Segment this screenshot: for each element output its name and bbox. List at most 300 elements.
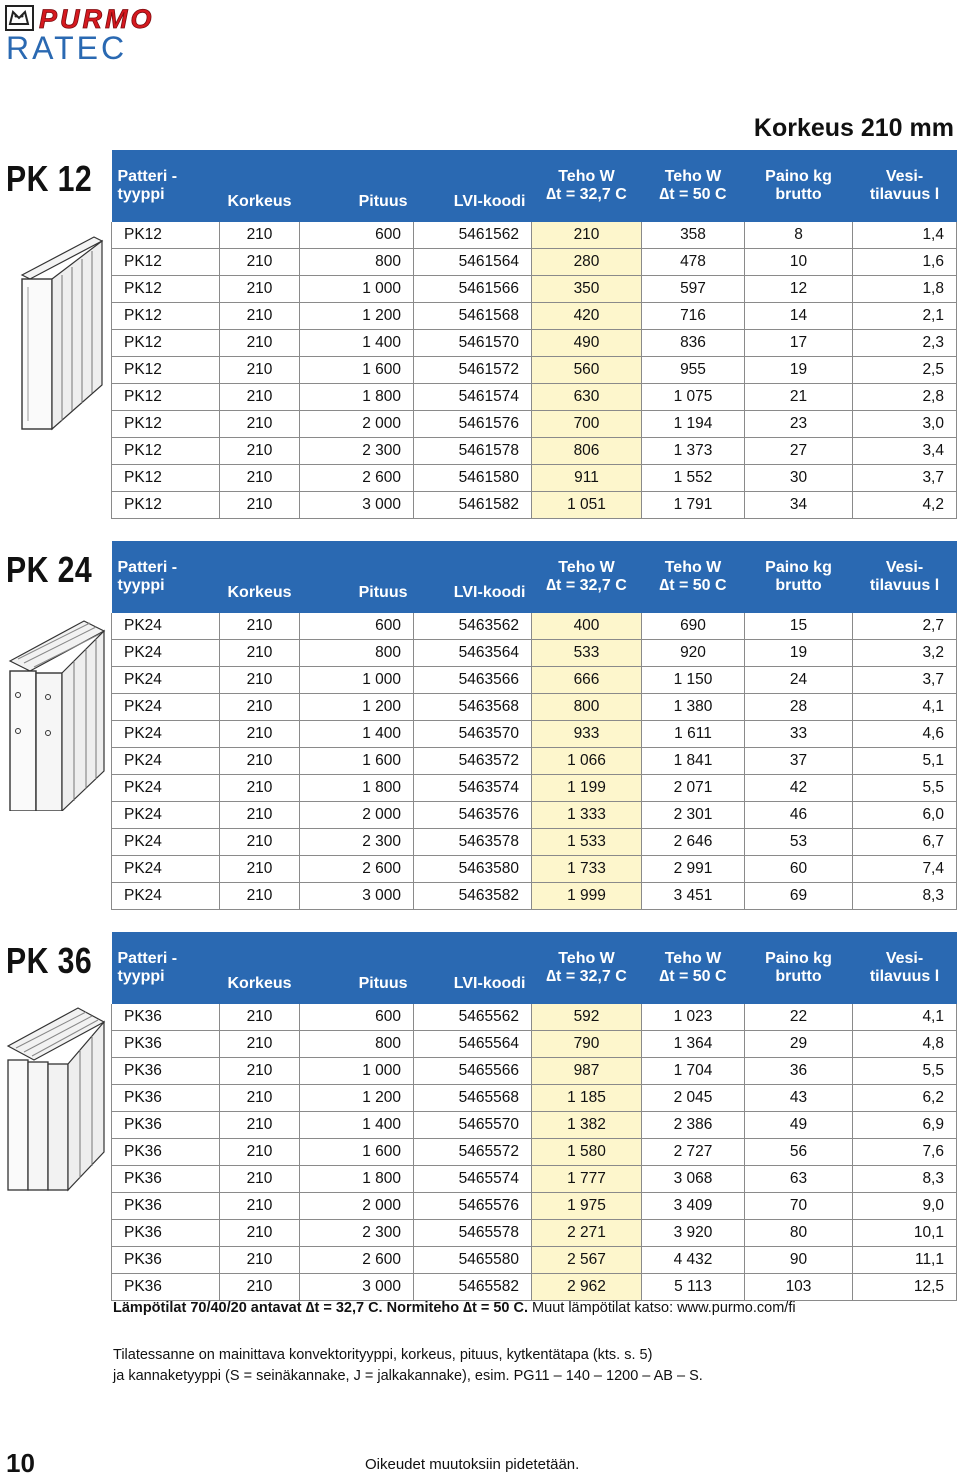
table-cell: 5463564	[414, 640, 532, 667]
table-row	[112, 748, 957, 775]
table-cell: 5465580	[414, 1247, 532, 1274]
table-cell: 28	[745, 694, 853, 721]
table-cell: 2 646	[642, 829, 745, 856]
table-row	[112, 613, 957, 640]
table-row	[112, 1085, 957, 1112]
table-cell: PK36	[112, 1193, 220, 1220]
table-cell: 29	[745, 1031, 853, 1058]
table-cell: 210	[220, 1193, 300, 1220]
table-cell: 210	[220, 384, 300, 411]
table-cell: 800	[300, 1031, 414, 1058]
table-cell: 920	[642, 640, 745, 667]
table-cell: 5463570	[414, 721, 532, 748]
table-cell: 36	[745, 1058, 853, 1085]
purmo-logo	[5, 3, 230, 33]
table-row	[112, 330, 957, 357]
logo-wordmark: PURMO	[39, 4, 155, 33]
table-row	[112, 883, 957, 910]
table-header-row: Patteri - tyyppi Korkeus Pituus LVI-koodi Teho W ∆t = 32,7 C Teho W ∆t = 50 C Paino kg brutto Vesi- tilavuus l	[112, 541, 957, 613]
table-row	[112, 1139, 957, 1166]
table-cell: 3,4	[853, 438, 957, 465]
table-cell: 210	[220, 303, 300, 330]
table-cell: 1 733	[532, 856, 642, 883]
table-row	[112, 1058, 957, 1085]
logo-emblem-icon	[6, 6, 33, 30]
table-cell: 63	[745, 1166, 853, 1193]
table-cell: 1 800	[300, 775, 414, 802]
table-cell: 14	[745, 303, 853, 330]
table-row	[112, 465, 957, 492]
table-cell: 1 075	[642, 384, 745, 411]
table-cell: 2 071	[642, 775, 745, 802]
table-row	[112, 694, 957, 721]
table-row	[112, 1112, 957, 1139]
table-row	[112, 1031, 957, 1058]
table-cell: PK12	[112, 276, 220, 303]
table-cell: 22	[745, 1004, 853, 1031]
table-cell: 1 800	[300, 1166, 414, 1193]
table-cell: 210	[220, 829, 300, 856]
table-cell: PK12	[112, 411, 220, 438]
table-cell: 2 271	[532, 1220, 642, 1247]
table-cell: 1 000	[300, 276, 414, 303]
table-row	[112, 829, 957, 856]
table-cell: 350	[532, 276, 642, 303]
table-cell: 210	[220, 249, 300, 276]
table-cell: 1 552	[642, 465, 745, 492]
table-row	[112, 1247, 957, 1274]
table-cell: 3 409	[642, 1193, 745, 1220]
table-cell: 3 000	[300, 1274, 414, 1301]
table-cell: 56	[745, 1139, 853, 1166]
table-cell: 1 150	[642, 667, 745, 694]
table-cell: PK12	[112, 330, 220, 357]
table-cell: 2 386	[642, 1112, 745, 1139]
table-cell: 210	[220, 775, 300, 802]
table-cell: 790	[532, 1031, 642, 1058]
table-cell: 210	[220, 1112, 300, 1139]
table-cell: 1 704	[642, 1058, 745, 1085]
table-cell: 19	[745, 640, 853, 667]
radiator-pk24-illustration	[4, 611, 108, 811]
table-cell: 5461576	[414, 411, 532, 438]
table-cell: PK24	[112, 883, 220, 910]
table-cell: 400	[532, 613, 642, 640]
table-cell: 800	[300, 640, 414, 667]
table-cell: 2 000	[300, 411, 414, 438]
page-heading: Korkeus 210 mm	[753, 114, 954, 142]
table-cell: 1 580	[532, 1139, 642, 1166]
table-cell: 33	[745, 721, 853, 748]
table-cell: 5465578	[414, 1220, 532, 1247]
section-label: PK 36	[6, 940, 93, 981]
table-cell: 2 300	[300, 438, 414, 465]
table-cell: 1 600	[300, 357, 414, 384]
table-cell: 3 451	[642, 883, 745, 910]
table-cell: 5463578	[414, 829, 532, 856]
table-cell: 5,5	[853, 1058, 957, 1085]
table-cell: 19	[745, 357, 853, 384]
table-row	[112, 222, 957, 249]
table-cell: 1 841	[642, 748, 745, 775]
table-cell: PK24	[112, 829, 220, 856]
table-cell: 1,8	[853, 276, 957, 303]
table-cell: PK36	[112, 1166, 220, 1193]
table-cell: 210	[220, 1085, 300, 1112]
order-note-line1: Tilatessanne on mainittava konvektorityyppi, korkeus, pituus, kytkentätapa (kts. s. 5)	[113, 1347, 653, 1363]
table-cell: PK24	[112, 856, 220, 883]
table-cell: 210	[220, 411, 300, 438]
table-cell: 1 600	[300, 1139, 414, 1166]
table-row	[112, 384, 957, 411]
table-cell: PK24	[112, 613, 220, 640]
table-cell: PK12	[112, 465, 220, 492]
table-cell: PK12	[112, 303, 220, 330]
table-cell: 1 600	[300, 748, 414, 775]
table-cell: 69	[745, 883, 853, 910]
table-cell: 27	[745, 438, 853, 465]
table-cell: 2 045	[642, 1085, 745, 1112]
table-cell: 1 199	[532, 775, 642, 802]
table-cell: 210	[220, 222, 300, 249]
table-cell: 7,6	[853, 1139, 957, 1166]
table-row	[112, 276, 957, 303]
table-row	[112, 438, 957, 465]
table-cell: 806	[532, 438, 642, 465]
table-cell: 5465576	[414, 1193, 532, 1220]
table-cell: 5463566	[414, 667, 532, 694]
table-cell: 21	[745, 384, 853, 411]
table-cell: 5463582	[414, 883, 532, 910]
table-cell: PK24	[112, 640, 220, 667]
table-cell: 210	[220, 883, 300, 910]
table-cell: 42	[745, 775, 853, 802]
table-cell: 210	[220, 438, 300, 465]
table-cell: 1 200	[300, 694, 414, 721]
table-cell: 800	[300, 249, 414, 276]
table-row	[112, 249, 957, 276]
table-cell: 210	[220, 276, 300, 303]
table-cell: 955	[642, 357, 745, 384]
table-row	[112, 775, 957, 802]
table-cell: 5465582	[414, 1274, 532, 1301]
table-cell: 11,1	[853, 1247, 957, 1274]
table-cell: 5 113	[642, 1274, 745, 1301]
table-cell: 210	[220, 1274, 300, 1301]
table-row	[112, 1166, 957, 1193]
table-cell: 2 000	[300, 1193, 414, 1220]
table-cell: 2,1	[853, 303, 957, 330]
table-cell: PK36	[112, 1247, 220, 1274]
table-cell: 5461568	[414, 303, 532, 330]
table-cell: 1 000	[300, 667, 414, 694]
table-cell: 210	[220, 1139, 300, 1166]
table-cell: 1 999	[532, 883, 642, 910]
table-cell: 210	[220, 640, 300, 667]
table-cell: PK12	[112, 222, 220, 249]
table-cell: 5461580	[414, 465, 532, 492]
table-cell: 1,4	[853, 222, 957, 249]
table-cell: 280	[532, 249, 642, 276]
table-row	[112, 303, 957, 330]
page-number: 10	[6, 1448, 35, 1478]
table-cell: 3,7	[853, 667, 957, 694]
table-cell: 70	[745, 1193, 853, 1220]
table-cell: PK36	[112, 1031, 220, 1058]
table-cell: 210	[220, 1220, 300, 1247]
table-cell: 5,5	[853, 775, 957, 802]
table-cell: 5461582	[414, 492, 532, 519]
table-row	[112, 1193, 957, 1220]
table-cell: 9,0	[853, 1193, 957, 1220]
table-cell: 3 000	[300, 492, 414, 519]
temperature-note: Lämpötilat 70/40/20 antavat ∆t = 32,7 C. Normiteho ∆t = 50 C. Muut lämpötilat katso: www.purmo.com/fi	[113, 1300, 796, 1316]
table-cell: 592	[532, 1004, 642, 1031]
table-cell: 1 051	[532, 492, 642, 519]
table-cell: 358	[642, 222, 745, 249]
table-cell: 5461578	[414, 438, 532, 465]
table-cell: 1 400	[300, 1112, 414, 1139]
table-cell: 60	[745, 856, 853, 883]
table-cell: 560	[532, 357, 642, 384]
table-cell: 210	[220, 721, 300, 748]
table-cell: 5463562	[414, 613, 532, 640]
table-cell: 210	[220, 1058, 300, 1085]
table-cell: 1 975	[532, 1193, 642, 1220]
table-cell: 1 382	[532, 1112, 642, 1139]
table-row	[112, 492, 957, 519]
spec-table-pk24	[111, 541, 957, 910]
table-row	[112, 411, 957, 438]
table-cell: 210	[220, 492, 300, 519]
table-cell: PK24	[112, 721, 220, 748]
table-cell: 210	[220, 856, 300, 883]
table-cell: 210	[220, 748, 300, 775]
table-cell: 2,3	[853, 330, 957, 357]
table-row	[112, 357, 957, 384]
table-cell: 210	[220, 1166, 300, 1193]
table-cell: 2 000	[300, 802, 414, 829]
table-cell: 4,6	[853, 721, 957, 748]
table-cell: 210	[220, 330, 300, 357]
table-cell: 210	[220, 465, 300, 492]
table-cell: 6,2	[853, 1085, 957, 1112]
table-cell: 17	[745, 330, 853, 357]
table-cell: 2 300	[300, 1220, 414, 1247]
table-cell: 15	[745, 613, 853, 640]
table-cell: 478	[642, 249, 745, 276]
table-cell: 10,1	[853, 1220, 957, 1247]
table-cell: PK12	[112, 384, 220, 411]
table-cell: 5463572	[414, 748, 532, 775]
table-cell: 3 920	[642, 1220, 745, 1247]
table-cell: PK24	[112, 667, 220, 694]
table-cell: 2,5	[853, 357, 957, 384]
table-cell: 533	[532, 640, 642, 667]
table-cell: 80	[745, 1220, 853, 1247]
table-cell: 716	[642, 303, 745, 330]
table-cell: PK24	[112, 694, 220, 721]
table-cell: 12,5	[853, 1274, 957, 1301]
table-cell: 210	[220, 357, 300, 384]
table-cell: 3,2	[853, 640, 957, 667]
table-cell: 690	[642, 613, 745, 640]
table-cell: 210	[220, 1031, 300, 1058]
table-cell: 4,1	[853, 694, 957, 721]
table-header-row: Patteri - tyyppi Korkeus Pituus LVI-koodi Teho W ∆t = 32,7 C Teho W ∆t = 50 C Paino kg brutto Vesi- tilavuus l	[112, 932, 957, 1004]
table-row	[112, 1004, 957, 1031]
table-cell: 8	[745, 222, 853, 249]
table-cell: 2,8	[853, 384, 957, 411]
table-cell: 210	[220, 613, 300, 640]
table-cell: 987	[532, 1058, 642, 1085]
table-cell: 5463574	[414, 775, 532, 802]
table-cell: 5461570	[414, 330, 532, 357]
table-cell: PK36	[112, 1058, 220, 1085]
table-cell: PK12	[112, 357, 220, 384]
table-row	[112, 1220, 957, 1247]
section-label: PK 12	[6, 158, 93, 199]
table-row	[112, 1274, 957, 1301]
table-cell: 46	[745, 802, 853, 829]
table-cell: 1 200	[300, 1085, 414, 1112]
table-cell: PK36	[112, 1139, 220, 1166]
table-cell: 666	[532, 667, 642, 694]
table-cell: 1 777	[532, 1166, 642, 1193]
table-cell: 5461574	[414, 384, 532, 411]
table-cell: 5463568	[414, 694, 532, 721]
table-cell: 34	[745, 492, 853, 519]
table-cell: 210	[220, 694, 300, 721]
table-cell: 5461562	[414, 222, 532, 249]
table-cell: 600	[300, 613, 414, 640]
table-row	[112, 856, 957, 883]
table-cell: 1,6	[853, 249, 957, 276]
spec-table-pk12	[111, 150, 957, 519]
table-cell: 5,1	[853, 748, 957, 775]
table-cell: 1 791	[642, 492, 745, 519]
table-cell: 490	[532, 330, 642, 357]
table-cell: 1 000	[300, 1058, 414, 1085]
table-cell: 103	[745, 1274, 853, 1301]
table-cell: 5465570	[414, 1112, 532, 1139]
spec-table-pk36	[111, 932, 957, 1301]
table-row	[112, 640, 957, 667]
table-cell: 5461564	[414, 249, 532, 276]
table-cell: PK24	[112, 775, 220, 802]
table-cell: 1 400	[300, 330, 414, 357]
section-label: PK 24	[6, 549, 93, 590]
table-cell: 1 194	[642, 411, 745, 438]
footer-disclaimer: Oikeudet muutoksiin pidetetään.	[365, 1456, 580, 1473]
table-cell: 210	[220, 802, 300, 829]
table-cell: 2 727	[642, 1139, 745, 1166]
table-cell: 2 567	[532, 1247, 642, 1274]
table-cell: 210	[220, 1004, 300, 1031]
table-cell: 6,7	[853, 829, 957, 856]
table-cell: 37	[745, 748, 853, 775]
table-cell: 2 301	[642, 802, 745, 829]
table-cell: 700	[532, 411, 642, 438]
table-cell: 5465572	[414, 1139, 532, 1166]
table-cell: 5461572	[414, 357, 532, 384]
table-cell: 5465566	[414, 1058, 532, 1085]
table-cell: PK12	[112, 438, 220, 465]
table-cell: 1 533	[532, 829, 642, 856]
table-cell: 90	[745, 1247, 853, 1274]
table-cell: PK36	[112, 1004, 220, 1031]
table-cell: 4,1	[853, 1004, 957, 1031]
table-cell: 6,0	[853, 802, 957, 829]
table-row	[112, 667, 957, 694]
table-cell: 420	[532, 303, 642, 330]
table-cell: 2 962	[532, 1274, 642, 1301]
table-cell: 3,0	[853, 411, 957, 438]
table-cell: 3 000	[300, 883, 414, 910]
table-cell: 2 300	[300, 829, 414, 856]
table-cell: 1 380	[642, 694, 745, 721]
table-cell: 911	[532, 465, 642, 492]
table-cell: 30	[745, 465, 853, 492]
table-cell: 49	[745, 1112, 853, 1139]
table-cell: 2,7	[853, 613, 957, 640]
order-note-line2: ja kannaketyyppi (S = seinäkannake, J = jalkakannake), esim. PG11 – 140 – 1200 – AB – S.	[113, 1368, 703, 1384]
table-cell: PK24	[112, 802, 220, 829]
table-cell: 2 600	[300, 856, 414, 883]
table-cell: 4 432	[642, 1247, 745, 1274]
table-cell: 1 333	[532, 802, 642, 829]
table-row	[112, 802, 957, 829]
table-cell: PK36	[112, 1274, 220, 1301]
table-cell: 933	[532, 721, 642, 748]
table-cell: 3,7	[853, 465, 957, 492]
table-cell: 8,3	[853, 1166, 957, 1193]
table-cell: 630	[532, 384, 642, 411]
table-cell: 1 373	[642, 438, 745, 465]
table-header-row: Patteri - tyyppi Korkeus Pituus LVI-koodi Teho W ∆t = 32,7 C Teho W ∆t = 50 C Paino kg brutto Vesi- tilavuus l	[112, 150, 957, 222]
table-cell: 5461566	[414, 276, 532, 303]
table-cell: 800	[532, 694, 642, 721]
table-cell: 4,8	[853, 1031, 957, 1058]
table-cell: 600	[300, 222, 414, 249]
table-cell: 1 611	[642, 721, 745, 748]
table-cell: 3 068	[642, 1166, 745, 1193]
table-cell: 2 600	[300, 465, 414, 492]
table-cell: 1 364	[642, 1031, 745, 1058]
table-cell: 1 200	[300, 303, 414, 330]
table-cell: 5463580	[414, 856, 532, 883]
table-cell: 53	[745, 829, 853, 856]
table-cell: 12	[745, 276, 853, 303]
table-cell: 1 023	[642, 1004, 745, 1031]
table-cell: 5465562	[414, 1004, 532, 1031]
radiator-pk12-illustration	[4, 235, 104, 435]
table-cell: PK12	[112, 492, 220, 519]
table-cell: 5465574	[414, 1166, 532, 1193]
table-cell: 597	[642, 276, 745, 303]
radiator-pk36-illustration	[4, 1002, 108, 1202]
table-cell: 5463576	[414, 802, 532, 829]
table-cell: PK24	[112, 748, 220, 775]
table-cell: 1 185	[532, 1085, 642, 1112]
table-cell: 1 400	[300, 721, 414, 748]
table-cell: 1 066	[532, 748, 642, 775]
table-cell: 210	[220, 1247, 300, 1274]
table-cell: PK36	[112, 1112, 220, 1139]
table-cell: 836	[642, 330, 745, 357]
table-cell: 600	[300, 1004, 414, 1031]
table-row	[112, 721, 957, 748]
